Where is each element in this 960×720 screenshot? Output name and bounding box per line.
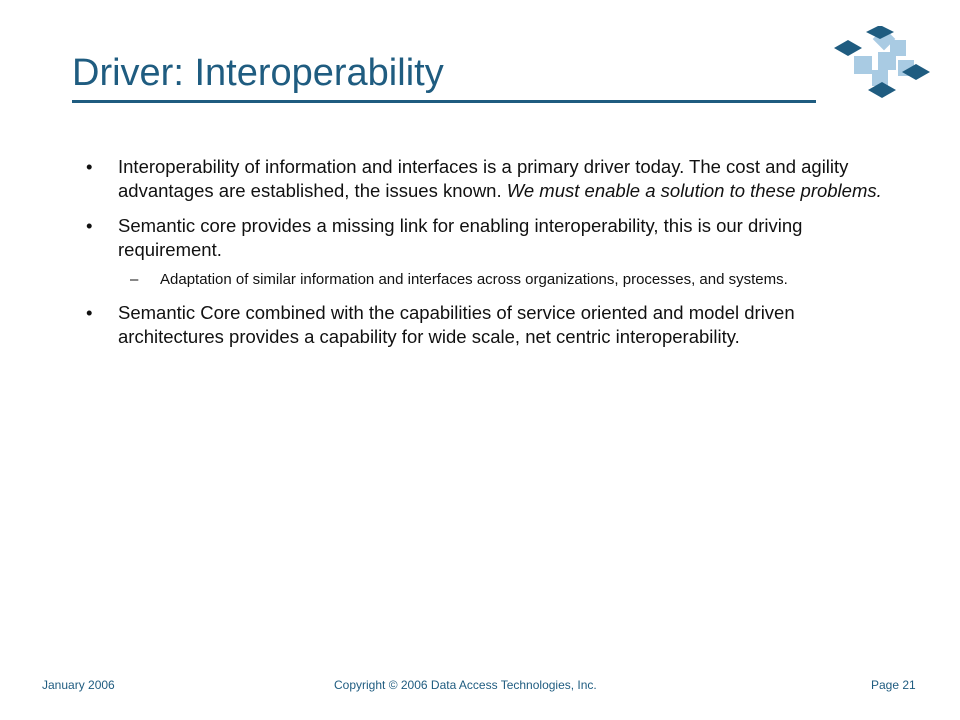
bullet-marker: •	[86, 156, 93, 177]
sub-bullet-text: Adaptation of similar information and interfaces across organizations, processes, and systems.	[160, 271, 788, 288]
company-logo-icon	[832, 26, 934, 98]
footer-date: January 2006	[42, 678, 115, 692]
sub-bullet-item	[84, 269, 884, 291]
footer-page-number: Page 21	[871, 678, 916, 692]
bullet-marker: •	[86, 302, 93, 323]
title-underline	[72, 100, 816, 103]
bullet-text: Interoperability of information and interfaces is a primary driver today. The cost and agility advantages are established, the issues known.	[118, 156, 849, 201]
sub-bullet-marker: –	[130, 271, 139, 288]
bullet-text: Semantic Core combined with the capabilities of service oriented and model driven architectures provides a capability for wide scale, net centric interoperability.	[118, 302, 795, 347]
bullet-item	[84, 155, 884, 203]
footer-copyright: Copyright © 2006 Data Access Technologies, Inc.	[334, 678, 597, 692]
bullet-list	[84, 155, 884, 360]
bullet-item	[84, 301, 884, 349]
bullet-emphasis: We must enable a solution to these problems.	[506, 180, 882, 201]
bullet-text: Semantic core provides a missing link for enabling interoperability, this is our driving requirement.	[118, 215, 803, 260]
bullet-item	[84, 214, 884, 262]
slide-title: Driver: Interoperability	[72, 52, 444, 94]
bullet-marker: •	[86, 215, 93, 236]
